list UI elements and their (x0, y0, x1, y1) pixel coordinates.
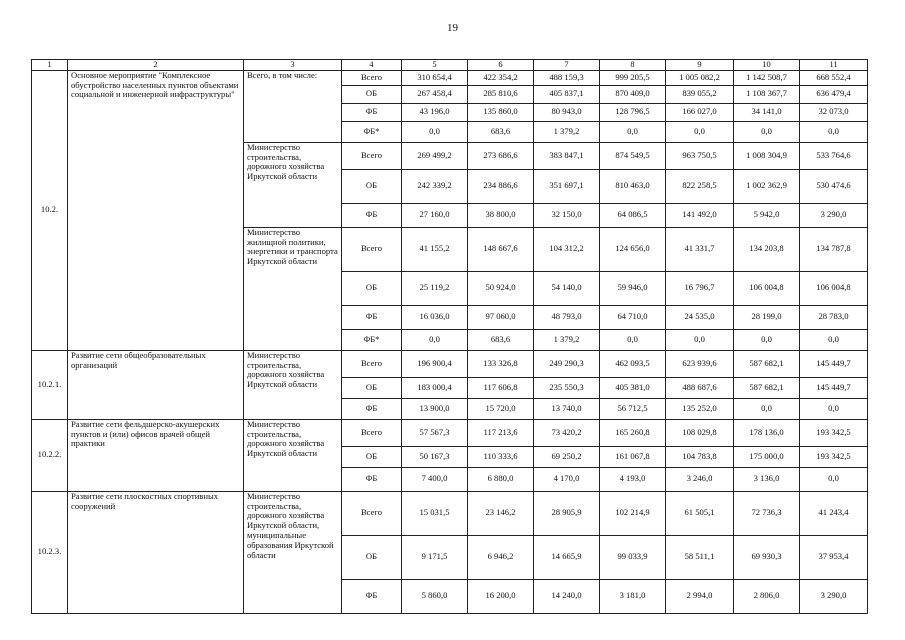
amount-cell: 135 860,0 (468, 103, 534, 121)
amount-cell: 874 549,5 (600, 142, 666, 169)
funding-source: Всего (342, 350, 402, 377)
amount-cell: 6 880,0 (468, 467, 534, 491)
amount-cell: 48 793,0 (534, 305, 600, 329)
column-number: 10 (734, 60, 800, 71)
funding-source: Всего (342, 491, 402, 535)
amount-cell: 422 354,2 (468, 70, 534, 85)
amount-cell: 106 004,8 (734, 271, 800, 305)
amount-cell: 9 171,5 (402, 535, 468, 579)
executor-name: Министерство строительства, дорожного хозяйства Иркутской области (244, 142, 342, 227)
amount-cell: 69 250,2 (534, 446, 600, 467)
column-number: 8 (600, 60, 666, 71)
amount-cell: 0,0 (734, 398, 800, 419)
amount-cell: 28 783,0 (800, 305, 868, 329)
amount-cell: 25 119,2 (402, 271, 468, 305)
amount-cell: 61 505,1 (666, 491, 734, 535)
amount-cell: 273 686,6 (468, 142, 534, 169)
amount-cell: 963 750,5 (666, 142, 734, 169)
amount-cell: 50 924,0 (468, 271, 534, 305)
amount-cell: 1 108 367,7 (734, 85, 800, 103)
amount-cell: 3 181,0 (600, 579, 666, 613)
column-number: 6 (468, 60, 534, 71)
amount-cell: 0,0 (402, 121, 468, 142)
column-number: 9 (666, 60, 734, 71)
amount-cell: 0,0 (666, 329, 734, 350)
funding-source: Всего (342, 70, 402, 85)
amount-cell: 822 258,5 (666, 169, 734, 203)
table-row (32, 350, 868, 377)
amount-cell: 32 150,0 (534, 203, 600, 227)
funding-source: ФБ (342, 398, 402, 419)
funding-source: ОБ (342, 535, 402, 579)
amount-cell: 134 203,8 (734, 227, 800, 271)
executor-name: Министерство строительства, дорожного хозяйства Иркутской области, муниципальные образования Иркутской области (244, 491, 342, 613)
amount-cell: 285 810,6 (468, 85, 534, 103)
amount-cell: 41 331,7 (666, 227, 734, 271)
executor-name: Министерство жилищной политики, энергетики и транспорта Иркутской области (244, 227, 342, 350)
amount-cell: 58 511,1 (666, 535, 734, 579)
amount-cell: 69 930,3 (734, 535, 800, 579)
amount-cell: 405 837,1 (534, 85, 600, 103)
table-row (32, 419, 868, 446)
column-number: 11 (800, 60, 868, 71)
amount-cell: 57 567,3 (402, 419, 468, 446)
table-row (32, 491, 868, 535)
amount-cell: 141 492,0 (666, 203, 734, 227)
amount-cell: 623 939,6 (666, 350, 734, 377)
amount-cell: 72 736,3 (734, 491, 800, 535)
amount-cell: 462 093,5 (600, 350, 666, 377)
amount-cell: 161 067,8 (600, 446, 666, 467)
amount-cell: 587 682,1 (734, 377, 800, 398)
amount-cell: 15 031,5 (402, 491, 468, 535)
amount-cell: 870 409,0 (600, 85, 666, 103)
amount-cell: 234 886,6 (468, 169, 534, 203)
amount-cell: 50 167,3 (402, 446, 468, 467)
amount-cell: 28 905,9 (534, 491, 600, 535)
amount-cell: 28 199,0 (734, 305, 800, 329)
amount-cell: 488 159,3 (534, 70, 600, 85)
measure-code: 10.2.1. (32, 350, 68, 419)
amount-cell: 54 140,0 (534, 271, 600, 305)
amount-cell: 1 002 362,9 (734, 169, 800, 203)
amount-cell: 683,6 (468, 329, 534, 350)
amount-cell: 14 665,9 (534, 535, 600, 579)
amount-cell: 0,0 (800, 329, 868, 350)
column-number: 7 (534, 60, 600, 71)
amount-cell: 145 449,7 (800, 350, 868, 377)
amount-cell: 0,0 (666, 121, 734, 142)
amount-cell: 133 326,8 (468, 350, 534, 377)
amount-cell: 23 146,2 (468, 491, 534, 535)
amount-cell: 1 379,2 (534, 329, 600, 350)
amount-cell: 3 290,0 (800, 579, 868, 613)
column-number: 3 (244, 60, 342, 71)
amount-cell: 683,6 (468, 121, 534, 142)
measure-name: Развитие сети фельдшерско-акушерских пунктов и (или) офисов врачей общей практики (68, 419, 244, 491)
amount-cell: 108 029,8 (666, 419, 734, 446)
amount-cell: 0,0 (600, 121, 666, 142)
amount-cell: 533 764,6 (800, 142, 868, 169)
column-number: 1 (32, 60, 68, 71)
amount-cell: 193 342,5 (800, 419, 868, 446)
measure-code: 10.2.2. (32, 419, 68, 491)
amount-cell: 32 073,0 (800, 103, 868, 121)
amount-cell: 587 682,1 (734, 350, 800, 377)
executor-name: Министерство строительства, дорожного хозяйства Иркутской области (244, 350, 342, 419)
amount-cell: 99 033,9 (600, 535, 666, 579)
amount-cell: 235 550,3 (534, 377, 600, 398)
amount-cell: 668 552,4 (800, 70, 868, 85)
funding-source: ФБ (342, 103, 402, 121)
amount-cell: 73 420,2 (534, 419, 600, 446)
amount-cell: 128 796,5 (600, 103, 666, 121)
amount-cell: 166 027,0 (666, 103, 734, 121)
amount-cell: 134 787,8 (800, 227, 868, 271)
amount-cell: 269 499,2 (402, 142, 468, 169)
funding-source: ФБ (342, 467, 402, 491)
amount-cell: 64 710,0 (600, 305, 666, 329)
amount-cell: 3 136,0 (734, 467, 800, 491)
funding-source: Всего (342, 142, 402, 169)
amount-cell: 0,0 (734, 121, 800, 142)
table-row (32, 70, 868, 85)
funding-source: ФБ (342, 203, 402, 227)
amount-cell: 0,0 (800, 467, 868, 491)
amount-cell: 15 720,0 (468, 398, 534, 419)
column-number: 2 (68, 60, 244, 71)
amount-cell: 110 333,6 (468, 446, 534, 467)
amount-cell: 3 290,0 (800, 203, 868, 227)
amount-cell: 104 312,2 (534, 227, 600, 271)
executor-name: Министерство строительства, дорожного хозяйства Иркутской области (244, 419, 342, 491)
amount-cell: 5 942,0 (734, 203, 800, 227)
amount-cell: 16 200,0 (468, 579, 534, 613)
amount-cell: 0,0 (600, 329, 666, 350)
amount-cell: 106 004,8 (800, 271, 868, 305)
amount-cell: 80 943,0 (534, 103, 600, 121)
amount-cell: 41 155,2 (402, 227, 468, 271)
funding-source: ОБ (342, 271, 402, 305)
amount-cell: 34 141,0 (734, 103, 800, 121)
amount-cell: 839 055,2 (666, 85, 734, 103)
amount-cell: 145 449,7 (800, 377, 868, 398)
measure-code: 10.2.3. (32, 491, 68, 613)
funding-source: ФБ (342, 305, 402, 329)
amount-cell: 249 290,3 (534, 350, 600, 377)
page-number: 19 (447, 22, 458, 34)
amount-cell: 1 142 508,7 (734, 70, 800, 85)
amount-cell: 0,0 (402, 329, 468, 350)
amount-cell: 24 535,0 (666, 305, 734, 329)
executor-name: Всего, в том числе: (244, 70, 342, 142)
amount-cell: 636 479,4 (800, 85, 868, 103)
amount-cell: 117 606,8 (468, 377, 534, 398)
amount-cell: 0,0 (734, 329, 800, 350)
amount-cell: 117 213,6 (468, 419, 534, 446)
column-number: 4 (342, 60, 402, 71)
amount-cell: 7 400,0 (402, 467, 468, 491)
amount-cell: 165 260,8 (600, 419, 666, 446)
measure-code: 10.2. (32, 70, 68, 350)
amount-cell: 2 994,0 (666, 579, 734, 613)
amount-cell: 64 086,5 (600, 203, 666, 227)
funding-source: ФБ (342, 579, 402, 613)
amount-cell: 97 060,0 (468, 305, 534, 329)
amount-cell: 530 474,6 (800, 169, 868, 203)
funding-source: Всего (342, 227, 402, 271)
column-number-row (32, 60, 868, 71)
amount-cell: 383 847,1 (534, 142, 600, 169)
amount-cell: 2 806,0 (734, 579, 800, 613)
amount-cell: 196 900,4 (402, 350, 468, 377)
amount-cell: 102 214,9 (600, 491, 666, 535)
funding-source: Всего (342, 419, 402, 446)
amount-cell: 3 246,0 (666, 467, 734, 491)
funding-source: ОБ (342, 377, 402, 398)
funding-source: ОБ (342, 169, 402, 203)
measure-name: Развитие сети общеобразовательных организаций (68, 350, 244, 419)
amount-cell: 1 379,2 (534, 121, 600, 142)
funding-source: ОБ (342, 446, 402, 467)
amount-cell: 4 170,0 (534, 467, 600, 491)
amount-cell: 5 860,0 (402, 579, 468, 613)
amount-cell: 1 005 082,2 (666, 70, 734, 85)
amount-cell: 267 458,4 (402, 85, 468, 103)
amount-cell: 310 654,4 (402, 70, 468, 85)
amount-cell: 59 946,0 (600, 271, 666, 305)
amount-cell: 37 953,4 (800, 535, 868, 579)
amount-cell: 148 667,6 (468, 227, 534, 271)
column-number: 5 (402, 60, 468, 71)
amount-cell: 135 252,0 (666, 398, 734, 419)
amount-cell: 124 656,0 (600, 227, 666, 271)
amount-cell: 175 000,0 (734, 446, 800, 467)
amount-cell: 6 946,2 (468, 535, 534, 579)
amount-cell: 810 463,0 (600, 169, 666, 203)
amount-cell: 27 160,0 (402, 203, 468, 227)
funding-source: ФБ* (342, 121, 402, 142)
amount-cell: 351 697,1 (534, 169, 600, 203)
amount-cell: 0,0 (800, 398, 868, 419)
budget-table (31, 59, 868, 614)
amount-cell: 1 008 304,9 (734, 142, 800, 169)
amount-cell: 0,0 (800, 121, 868, 142)
amount-cell: 16 796,7 (666, 271, 734, 305)
amount-cell: 242 339,2 (402, 169, 468, 203)
amount-cell: 178 136,0 (734, 419, 800, 446)
amount-cell: 13 740,0 (534, 398, 600, 419)
amount-cell: 16 036,0 (402, 305, 468, 329)
funding-source: ФБ* (342, 329, 402, 350)
amount-cell: 43 196,0 (402, 103, 468, 121)
amount-cell: 56 712,5 (600, 398, 666, 419)
amount-cell: 488 687,6 (666, 377, 734, 398)
funding-source: ОБ (342, 85, 402, 103)
amount-cell: 41 243,4 (800, 491, 868, 535)
amount-cell: 999 205,5 (600, 70, 666, 85)
amount-cell: 14 240,0 (534, 579, 600, 613)
amount-cell: 13 900,0 (402, 398, 468, 419)
amount-cell: 4 193,0 (600, 467, 666, 491)
amount-cell: 183 000,4 (402, 377, 468, 398)
amount-cell: 104 783,8 (666, 446, 734, 467)
amount-cell: 38 800,0 (468, 203, 534, 227)
amount-cell: 405 381,0 (600, 377, 666, 398)
amount-cell: 193 342,5 (800, 446, 868, 467)
measure-name: Основное мероприятие "Комплексное обустройство населенных пунктов объектами социальной и инженерной инфраструктуры" (68, 70, 244, 350)
measure-name: Развитие сети плоскостных спортивных сооружений (68, 491, 244, 613)
